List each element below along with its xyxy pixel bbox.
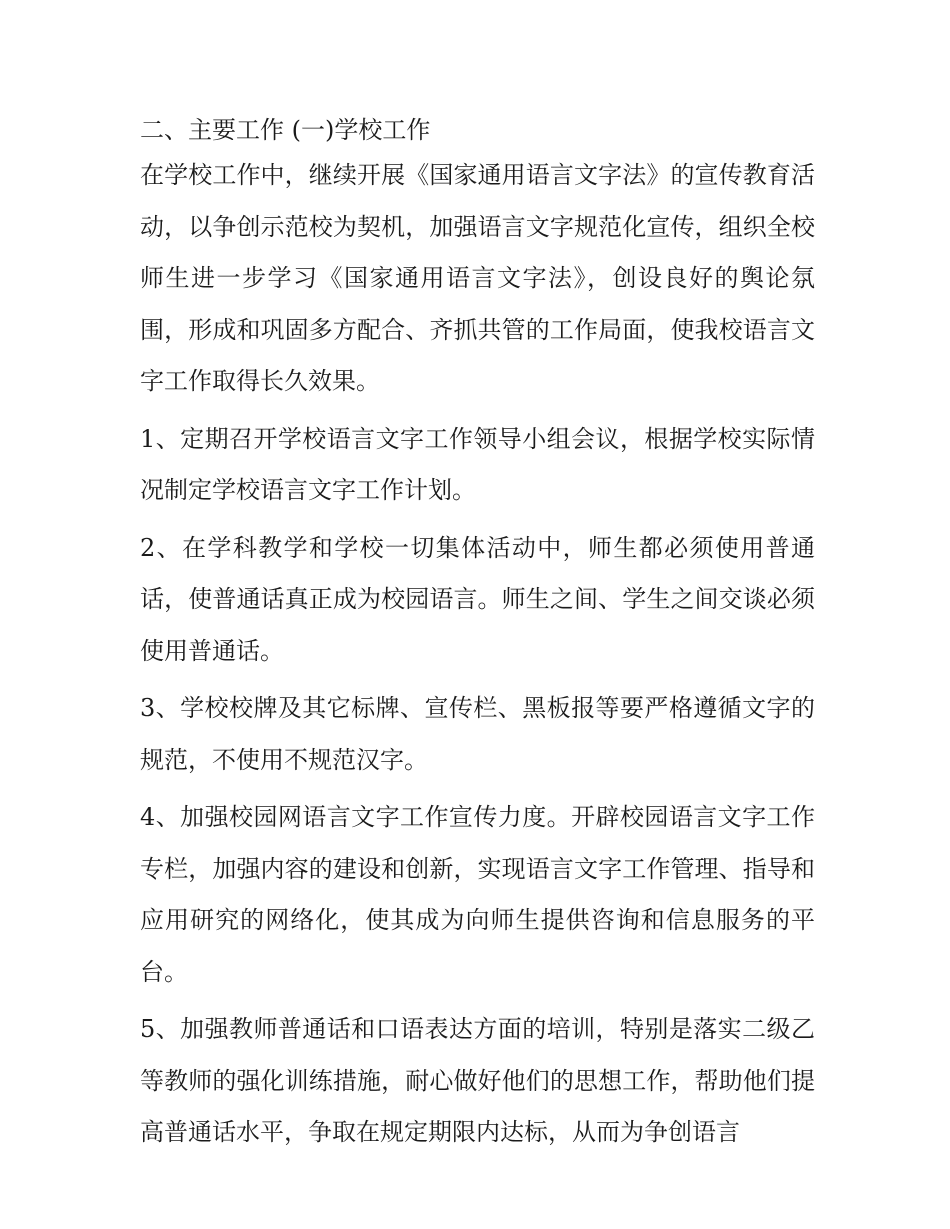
intro-paragraph: 在学校工作中，继续开展《国家通用语言文字法》的宣传教育活动，以争创示范校为契机，加强语言文字规范化宣传，组织全校师生进一步学习《国家通用语言文字法》，创设良好的舆论氛围，形成和巩固多方配合、齐抓共管的工作局面，使我校语言文字工作取得长久效果。 <box>140 161 815 395</box>
section-heading: 二、主要工作 (一)学校工作 <box>140 116 431 144</box>
item-2-paragraph: 2、在学科教学和学校一切集体活动中，师生都必须使用普通话，使普通话真正成为校园语言。师生之间、学生之间交谈必须使用普通话。 <box>140 533 815 665</box>
item-4-paragraph: 4、加强校园网语言文字工作宣传力度。开辟校园语言文字工作专栏，加强内容的建设和创新，实现语言文字工作管理、指导和应用研究的网络化，使其成为向师生提供咨询和信息服务的平台。 <box>140 803 815 986</box>
document-body <box>140 110 815 1165</box>
item-1-paragraph: 1、定期召开学校语言文字工作领导小组会议，根据学校实际情况制定学校语言文字工作计划。 <box>140 424 815 504</box>
item-3-paragraph: 3、学校校牌及其它标牌、宣传栏、黑板报等要严格遵循文字的规范，不使用不规范汉字。 <box>140 694 815 774</box>
item-5-paragraph: 5、加强教师普通话和口语表达方面的培训，特别是落实二级乙等教师的强化训练措施，耐心做好他们的思想工作，帮助他们提高普通话水平，争取在规定期限内达标，从而为争创语言 <box>140 1015 815 1146</box>
